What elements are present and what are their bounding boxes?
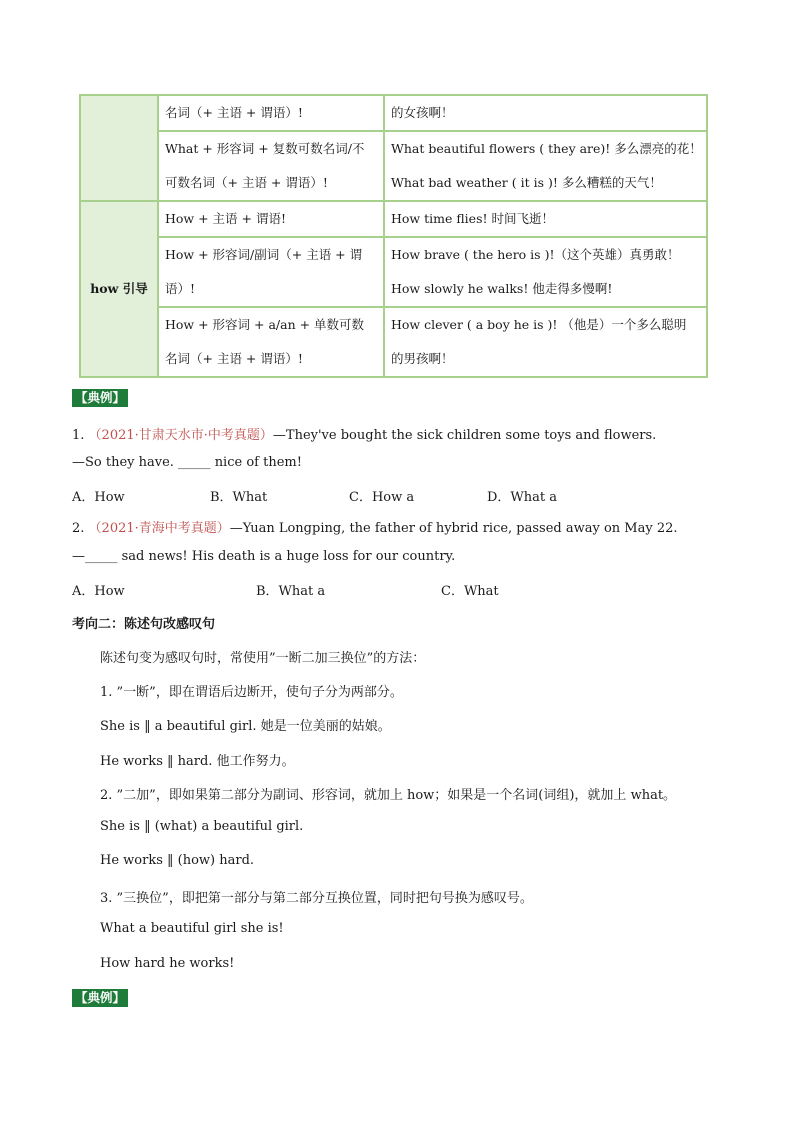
example-cell: 的女孩啊！	[384, 95, 707, 131]
category-how-cell: how 引导	[80, 201, 158, 377]
example-sentence: What a beautiful girl she is!	[100, 921, 284, 936]
pattern-cell: What + 形容词 + 复数可数名词/不 可数名词（+ 主语 + 谓语）!	[158, 131, 384, 201]
question-2	[72, 517, 678, 536]
category-what-cell	[80, 95, 158, 201]
question-1	[72, 424, 656, 443]
question-1-line2: —So they have. _____ nice of them!	[72, 455, 302, 470]
pattern-cell: 名词（+ 主语 + 谓语）!	[158, 95, 384, 131]
question-source: （2021·青海中考真题）	[88, 521, 230, 536]
q1-option-c[interactable]: C．How a	[349, 490, 415, 505]
example-sentence: She is ‖ (what) a beautiful girl.	[100, 819, 304, 834]
step-2: 2. ”二加”，即如果第二部分为副词、形容词，就加上 how；如果是一个名词(词组)，就加上 what。	[100, 788, 677, 803]
pattern-cell: How + 形容词/副词（+ 主语 + 谓 语）!	[158, 237, 384, 307]
exclamation-rules-table	[79, 94, 708, 378]
q2-option-b[interactable]: B．What a	[256, 584, 326, 599]
question-2-line2: —_____ sad news! His death is a huge loss for our country.	[72, 549, 456, 564]
q1-option-b[interactable]: B．What	[210, 490, 268, 505]
q2-option-c[interactable]: C．What	[441, 584, 499, 599]
pattern-cell: How + 形容词 + a/an + 单数可数 名词（+ 主语 + 谓语）!	[158, 307, 384, 377]
table-row	[80, 131, 707, 201]
question-number: 2.	[72, 521, 85, 536]
question-source: （2021·甘肃天水市·中考真题）	[88, 428, 273, 443]
section-heading: 考向二：陈述句改感叹句	[72, 617, 216, 632]
step-1: 1. ”一断”，即在谓语后边断开，使句子分为两部分。	[100, 685, 403, 700]
section-intro: 陈述句变为感叹句时，常使用”一断二加三换位”的方法：	[100, 651, 426, 666]
example-badge: 【典例】	[72, 389, 128, 407]
table-row	[80, 307, 707, 377]
example-cell: How brave ( the hero is )!（这个英雄）真勇敢！ How slowly he walks! 他走得多慢啊!	[384, 237, 707, 307]
example-cell: How clever ( a boy he is )! （他是）一个多么聪明 的男孩啊！	[384, 307, 707, 377]
example-sentence: How hard he works!	[100, 956, 235, 971]
table-row	[80, 201, 707, 237]
example-badge: 【典例】	[72, 989, 128, 1007]
example-cell: How time flies! 时间飞逝！	[384, 201, 707, 237]
example-sentence: He works ‖ hard. 他工作努力。	[100, 754, 295, 769]
question-number: 1.	[72, 428, 85, 443]
table-row	[80, 237, 707, 307]
q1-option-d[interactable]: D．What a	[487, 490, 558, 505]
example-cell: What beautiful flowers ( they are)! 多么漂亮的花！ What bad weather ( it is )! 多么糟糕的天气！	[384, 131, 707, 201]
question-text: —They've bought the sick children some toys and flowers.	[272, 428, 657, 443]
question-text: —Yuan Longping, the father of hybrid rice, passed away on May 22.	[229, 521, 678, 536]
example-sentence: He works ‖ (how) hard.	[100, 853, 255, 868]
pattern-cell: How + 主语 + 谓语!	[158, 201, 384, 237]
example-sentence: She is ‖ a beautiful girl. 她是一位美丽的姑娘。	[100, 719, 391, 734]
q1-option-a[interactable]: A．How	[72, 490, 125, 505]
q2-option-a[interactable]: A．How	[72, 584, 125, 599]
step-3: 3. ”三换位”，即把第一部分与第二部分互换位置，同时把句号换为感叹号。	[100, 891, 533, 906]
table-row	[80, 95, 707, 131]
